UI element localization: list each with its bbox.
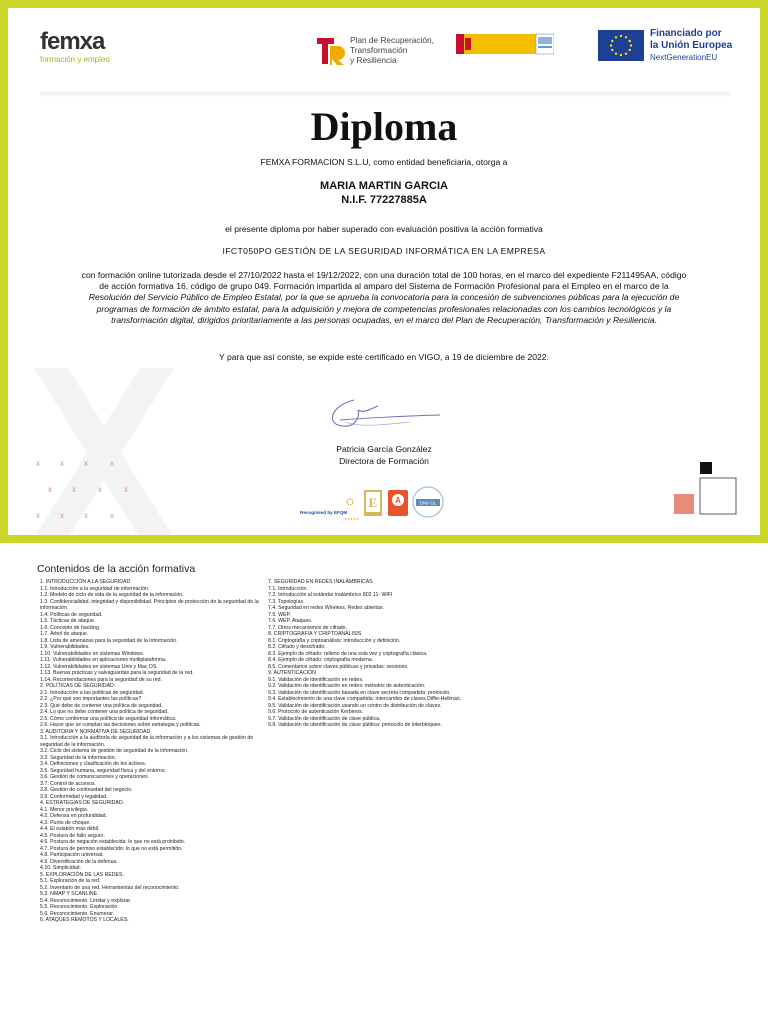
contents-item: 2. POLÍTICAS DE SEGURIDAD. xyxy=(40,683,116,689)
signer-name: Patricia García González xyxy=(336,444,432,454)
contents-title: Contenidos de la acción formativa xyxy=(37,563,196,575)
contents-column-2 xyxy=(268,579,494,729)
femxa-tagline: formación y empleo xyxy=(40,55,110,64)
contents-item: 3. AUDITORIA Y NORMATIVA DE SEGURIDAD. xyxy=(40,728,152,735)
contents-item: 8. CRIPTOGRAFÍA Y CRIPTOANÁLISIS xyxy=(268,631,362,637)
contents-item: 3.3. Seguridad de la información. xyxy=(40,754,117,761)
svg-text:x: x xyxy=(72,485,76,494)
contents-item: 5. EXPLORACIÓN DE LAS REDES. xyxy=(40,871,124,878)
contents-item: 9.2. Validación de identificación en redes: métodos de autenticación. xyxy=(268,683,426,689)
contents-item: 1.5. Tácticas de ataque. xyxy=(40,618,96,624)
contents-column-1 xyxy=(40,579,266,924)
contents-item: 7.7. Otros mecanismos de cifrado. xyxy=(268,624,347,631)
contents-item: 1.8. Lista de amenazas para la seguridad de la información. xyxy=(40,637,178,644)
svg-text:DNV·GL: DNV·GL xyxy=(419,500,437,506)
svg-text:x: x xyxy=(84,459,88,468)
svg-text:x: x xyxy=(110,511,114,520)
diploma-page xyxy=(8,8,760,535)
contents-item: 7.4. Seguridad en redes Wireless. Redes abiertas. xyxy=(268,605,384,611)
contents-item: 1.9. Vulnerabilidades. xyxy=(40,644,90,650)
logo-header xyxy=(8,8,760,90)
contents-item: 1.3. Confidencialidad, integridad y disponibilidad. Principios de protección de la seguridad de la información. xyxy=(40,598,259,611)
svg-text:x: x xyxy=(84,511,88,520)
issued-line: Y para que así conste, se expide este certificado en VIGO, a 19 de diciembre de 2022. xyxy=(219,352,549,362)
contents-item: 4.7. Postura de permiso establecido: lo que no está permitido. xyxy=(40,845,183,852)
eu-flag-icon xyxy=(598,30,644,61)
contents-item: 1.11. Vulnerabilidades en aplicaciones multiplataforma. xyxy=(40,657,167,663)
contents-item: 9.5. Validación de identificación usando un centro de distribución de claves. xyxy=(268,702,442,709)
contents-item: 7.6. WEP. Ataques. xyxy=(268,618,313,624)
contents-item: 2.2. ¿Por qué son importantes las políticas? xyxy=(40,696,142,702)
prtr-line-3: y Resiliencia xyxy=(350,55,397,65)
contents-item: 5.5. Reconocimiento. Exploración. xyxy=(40,904,119,910)
svg-text:x: x xyxy=(36,511,40,520)
contents-item: 7.1. Introducción. xyxy=(268,585,308,592)
contents-item: 4.2. Defensa en profundidad. xyxy=(40,813,107,819)
contents-item: 2.6. Hacer que se cumplan las decisiones sobre estrategia y políticas. xyxy=(40,722,201,728)
contents-item: 1.10. Vulnerabilidades en sistemas Windows. xyxy=(40,650,145,657)
prtr-line-1: Plan de Recuperación, xyxy=(350,35,434,45)
prtr-emblem-icon xyxy=(314,34,348,68)
body-text-part-2: . xyxy=(654,314,657,325)
diploma-body-paragraph xyxy=(78,270,690,326)
contents-item: 5.6. Reconocimiento. Enumerar. xyxy=(40,910,115,917)
diploma-title: Diploma xyxy=(310,104,458,149)
body-text-part-1: con formación online tutorizada desde el 27/10/2022 hasta el 19/12/2022, con una duración total de 100 horas, en el marco del expediente F211495AA, código de acción formativa 16, código de grupo 049. Formación impartida al amparo del Sistema de Formación Profesional para el Empleo en el marco de la xyxy=(81,270,687,292)
eu-funding-logo xyxy=(598,28,748,68)
dnv-gl-badge-icon xyxy=(413,487,443,517)
recipient-name: MARIA MARTIN GARCIA xyxy=(320,180,448,192)
contents-item: 7.3. Topologías. xyxy=(268,598,305,605)
contents-item: 2.3. Qué debe de contener una política de seguridad. xyxy=(40,702,163,709)
eu-line-2: la Unión Europea xyxy=(650,40,733,51)
contents-item: 7. SEGURIDAD EN REDES INALÁMBRICAS xyxy=(268,579,373,585)
contents-item: 4.4. El eslabón más débil. xyxy=(40,826,100,832)
contents-item: 9.6. Protocolo de autenticación Kerberos. xyxy=(268,709,364,715)
contents-item: 9.7. Validación de identificación de clave pública. xyxy=(268,715,381,722)
recipient-nif: N.I.F. 77227885A xyxy=(341,194,427,206)
contents-item: 1.4. Políticas de seguridad. xyxy=(40,611,103,618)
contents-item: 1.13. Buenas prácticas y salvaguardas para la seguridad de la red. xyxy=(40,670,194,676)
contents-item: 4.10. Simplicidad. xyxy=(40,865,81,871)
contents-item: 4.5. Postura de fallo seguro. xyxy=(40,832,105,839)
contents-item: 5.3. NMAP Y SCANLINE. xyxy=(40,891,99,897)
contents-item: 9.1. Validación de identificación en redes. xyxy=(268,676,364,683)
femxa-logo xyxy=(40,30,110,64)
header-divider xyxy=(40,92,730,98)
contents-item: 3.8. Gestión de continuidad del negocio. xyxy=(40,787,133,793)
svg-text:x: x xyxy=(98,485,102,494)
passed-line: el presente diploma por haber superado con evaluación positiva la acción formativa xyxy=(225,224,543,234)
corner-decoration-icon xyxy=(672,460,744,516)
contents-item: 1.1. Introducción a la seguridad de información. xyxy=(40,585,150,592)
contents-item: 5.2. Inventario de una red. Herramientas del reconocimiento. xyxy=(40,884,180,891)
contents-item: 5.1. Exploración de la red. xyxy=(40,878,101,884)
contents-item: 4.1. Menor privilegio. xyxy=(40,806,89,813)
svg-text:x: x xyxy=(48,485,52,494)
quality-seals xyxy=(300,480,460,522)
contents-item: 1.6. Concepto de hacking. xyxy=(40,624,101,631)
signer-role: Directora de Formación xyxy=(339,456,429,466)
aenor-badge-icon xyxy=(388,490,408,516)
svg-text:E: E xyxy=(368,495,378,510)
contents-item: 9.4. Establecimiento de una clave compartida: intercambio de claves Diffie-Hellman. xyxy=(268,696,462,702)
contents-item: 3.5. Seguridad humana, seguridad física y del entorno. xyxy=(40,767,167,774)
svg-text:x: x xyxy=(124,485,128,494)
contents-item: 3.9. Conformidad y legalidad. xyxy=(40,793,108,800)
gobierno-sepe-icon xyxy=(456,32,554,56)
svg-text:x: x xyxy=(36,459,40,468)
gobierno-sepe-logo xyxy=(456,32,554,56)
contents-item: 1.14. Recomendaciones para la seguridad de su red. xyxy=(40,676,162,683)
efqm-seal-icon xyxy=(300,499,359,521)
contents-item: 5.4. Reconocimiento. Limitar y explorar. xyxy=(40,897,132,904)
eu-line-1: Financiado por xyxy=(650,28,722,39)
contents-item: 2.4. Lo que no debe contener una política de seguridad. xyxy=(40,709,169,715)
contents-item: 7.2. Introducción al estándar inalámbrico 802.11- WIFI xyxy=(268,592,393,598)
contents-item: 4.3. Punto de choque. xyxy=(40,819,91,826)
contents-item: 3.6. Gestión de comunicaciones y operaciones. xyxy=(40,774,150,780)
contents-item: 3.2. Ciclo del sistema de gestión de seguridad de la información. xyxy=(40,748,189,754)
contents-item: 1.7. Árbol de ataque. xyxy=(40,631,89,637)
grant-line: FEMXA FORMACION S.L.U, como entidad beneficiaria, otorga a xyxy=(260,157,508,167)
contents-item: 9.3. Validación de identificación basada en clave secreta compartida: protocolo. xyxy=(268,689,451,696)
prtr-line-2: Transformación xyxy=(350,45,408,55)
svg-text:x: x xyxy=(60,459,64,468)
contents-item: 4.8. Participación universal. xyxy=(40,852,104,858)
contents-item: 1.2. Modelo de ciclo de vida de la seguridad de la información. xyxy=(40,592,184,598)
svg-text:★★★★★: ★★★★★ xyxy=(344,517,360,521)
course-name: IFCT050PO GESTIÓN DE LA SEGURIDAD INFORMÁTICA EN LA EMPRESA xyxy=(222,246,546,256)
contents-item: 7.5. WEP. xyxy=(268,611,291,618)
contents-item: 2.1. Introducción a las políticas de seguridad. xyxy=(40,689,145,696)
contents-item: 9. AUTENTICACIÓN xyxy=(268,670,316,676)
contents-item: 8.2. Cifrado y descifrado. xyxy=(268,644,326,650)
contents-item: 1. INTRODUCCIÓN A LA SEGURIDAD xyxy=(40,579,131,585)
signature-image xyxy=(320,388,444,434)
contents-item: 4.9. Diversificación de la defensa. xyxy=(40,858,118,865)
svg-text:x: x xyxy=(60,511,64,520)
contents-item: 8.3. Ejemplo de cifrado: relleno de una sola vez y criptografía clásica. xyxy=(268,650,428,657)
contents-item: 9.8. Validación de identificación de clave pública: protocolo de interbloqueo. xyxy=(268,722,442,728)
contents-item: 2.5. Cómo conformar una política de seguridad informática. xyxy=(40,715,177,722)
body-resolution-italic: Resolución del Servicio Público de Empleo Estatal, por la que se aprueba la convocatoria para la concesión de subvenciones públicas para la ejecución de programas de formación de ámbito estatal, para la adquisición y mejora de competencias profesionales relacionadas con los cambios tecnológicos y la transformación digital, dirigidos prioritariamente a las personas ocupadas, en el marco del Plan de Recuperación, Transformación y Resiliencia xyxy=(88,292,680,325)
contents-item: 3.4. Definiciones y clasificación de los activos. xyxy=(40,761,147,767)
contents-item: 1.12. Vulnerabilidades en sistemas Unix y Mac OS. xyxy=(40,663,158,670)
contents-item: 8.5. Comentarios sobre claves públicas y privadas: sesiones. xyxy=(268,663,409,670)
contents-item: 3.7. Control de accesos. xyxy=(40,780,96,787)
femxa-wordmark: femxa xyxy=(40,28,105,55)
svg-text:Recognised by EFQM: Recognised by EFQM xyxy=(300,510,348,515)
contents-item: 4. ESTRATEGIAS DE SEGURIDAD. xyxy=(40,800,125,806)
svg-text:x: x xyxy=(110,459,114,468)
contents-item: 3.1. Introducción a la auditoría de seguridad de la información y a los sistemas de gestión de seguridad de la información. xyxy=(40,735,254,748)
contents-item: 8.1. Criptografía y criptoanálisis: introducción y definición. xyxy=(268,637,401,644)
eu-line-3: NextGenerationEU xyxy=(650,53,718,62)
excellence-badge-icon xyxy=(364,490,382,516)
prtr-logo xyxy=(314,34,454,68)
contents-item: 4.6. Postura de negación establecida: lo que no está prohibido. xyxy=(40,839,186,845)
contents-item: 6. ATAQUES REMOTOS Y LOCALES. xyxy=(40,917,129,923)
svg-text:A: A xyxy=(395,496,401,505)
contents-item: 8.4. Ejemplo de cifrado: criptografía moderna. xyxy=(268,657,374,663)
